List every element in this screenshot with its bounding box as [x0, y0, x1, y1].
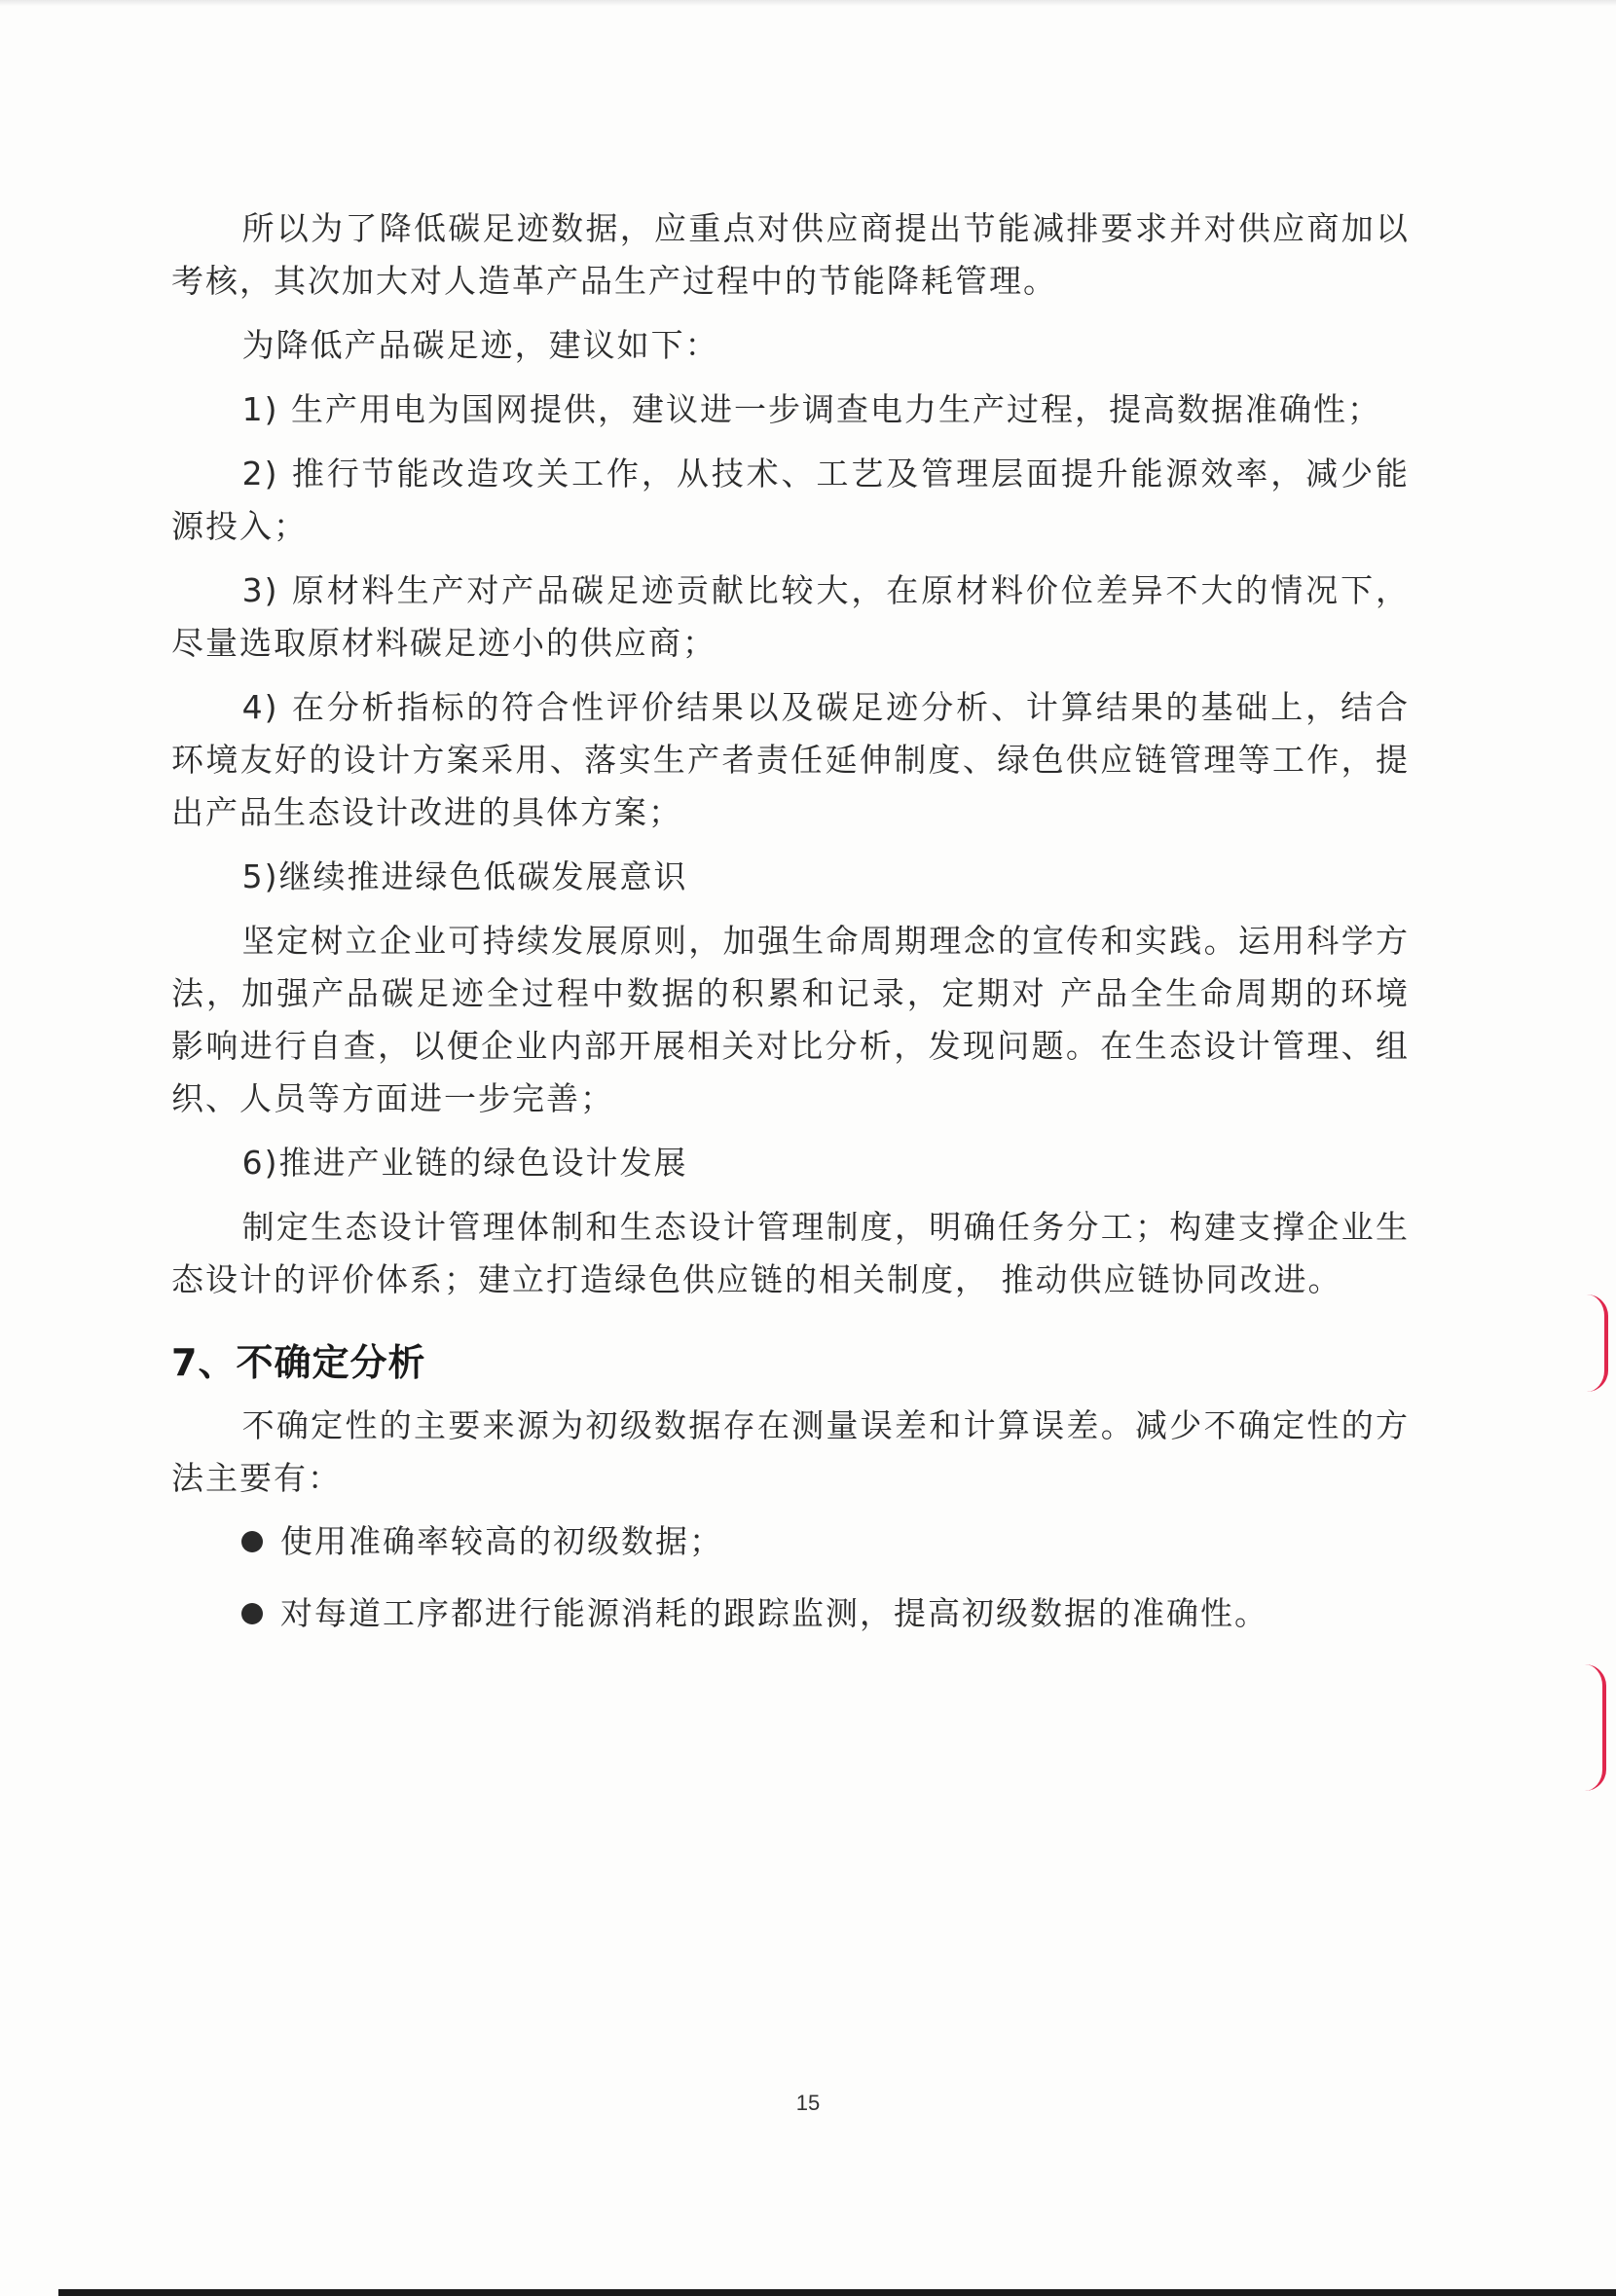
- scan-edge-bottom: [58, 2289, 1616, 2296]
- suggestion-item-5-body: 坚定树立企业可持续发展原则，加强生命周期理念的宣传和实践。运用科学方法，加强产品碳足迹全过程中数据的积累和记录，定期对 产品全生命周期的环境影响进行自查，以便企业内部开展相关对比分析，发现问题。在生态设计管理、组织、人员等方面进一步完善；: [171, 922, 1410, 1117]
- seal-edge-mark: [1585, 1664, 1606, 1791]
- suggestion-item-4: 4) 在分析指标的符合性评价结果以及碳足迹分析、计算结果的基础上，结合环境友好的设计方案采用、落实生产者责任延伸制度、绿色供应链管理等工作，提出产品生态设计改进的具体方案；: [171, 688, 1410, 831]
- suggestion-item-2: 2) 推行节能改造攻关工作，从技术、工艺及管理层面提升能源效率，减少能源投入；: [171, 455, 1410, 545]
- list-item-text: 使用准确率较高的初级数据；: [280, 1522, 723, 1560]
- paragraph-intro: 所以为了降低碳足迹数据，应重点对供应商提出节能减排要求并对供应商加以考核，其次加大对人造革产品生产过程中的节能降耗管理。: [171, 209, 1410, 300]
- suggestion-item-3: 3) 原材料生产对产品碳足迹贡献比较大，在原材料价位差异不大的情况下，尽量选取原材料碳足迹小的供应商；: [171, 571, 1410, 662]
- list-item: [171, 1586, 1410, 1641]
- suggestion-item-5-title: 5)继续推进绿色低碳发展意识: [241, 857, 688, 895]
- list-item: [171, 1514, 1410, 1569]
- document-body: [171, 202, 1410, 1658]
- suggestion-item-6-body: 制定生态设计管理体制和生态设计管理制度，明确任务分工；构建支撑企业生态设计的评价体系；建立打造绿色供应链的相关制度， 推动供应链协同改进。: [171, 1208, 1410, 1298]
- page-number: 15: [795, 2091, 821, 2115]
- seal-edge-mark: [1587, 1294, 1608, 1392]
- bullet-icon: [241, 1531, 263, 1552]
- suggestion-item-1: 1) 生产用电为国网提供，建议进一步调查电力生产过程，提高数据准确性；: [241, 390, 1381, 428]
- scan-edge-top: [0, 0, 1616, 6]
- list-item-text: 对每道工序都进行能源消耗的跟踪监测，提高初级数据的准确性。: [280, 1594, 1268, 1632]
- uncertainty-intro: 不确定性的主要来源为初级数据存在测量误差和计算误差。减少不确定性的方法主要有：: [171, 1406, 1410, 1497]
- bullet-icon: [241, 1603, 263, 1624]
- suggestion-item-6-title: 6)推进产业链的绿色设计发展: [241, 1144, 688, 1182]
- paragraph-suggestion-lead: 为降低产品碳足迹，建议如下：: [241, 326, 719, 364]
- uncertainty-methods-list: [171, 1514, 1410, 1641]
- section-heading-uncertainty: 7、不确定分析: [171, 1341, 426, 1384]
